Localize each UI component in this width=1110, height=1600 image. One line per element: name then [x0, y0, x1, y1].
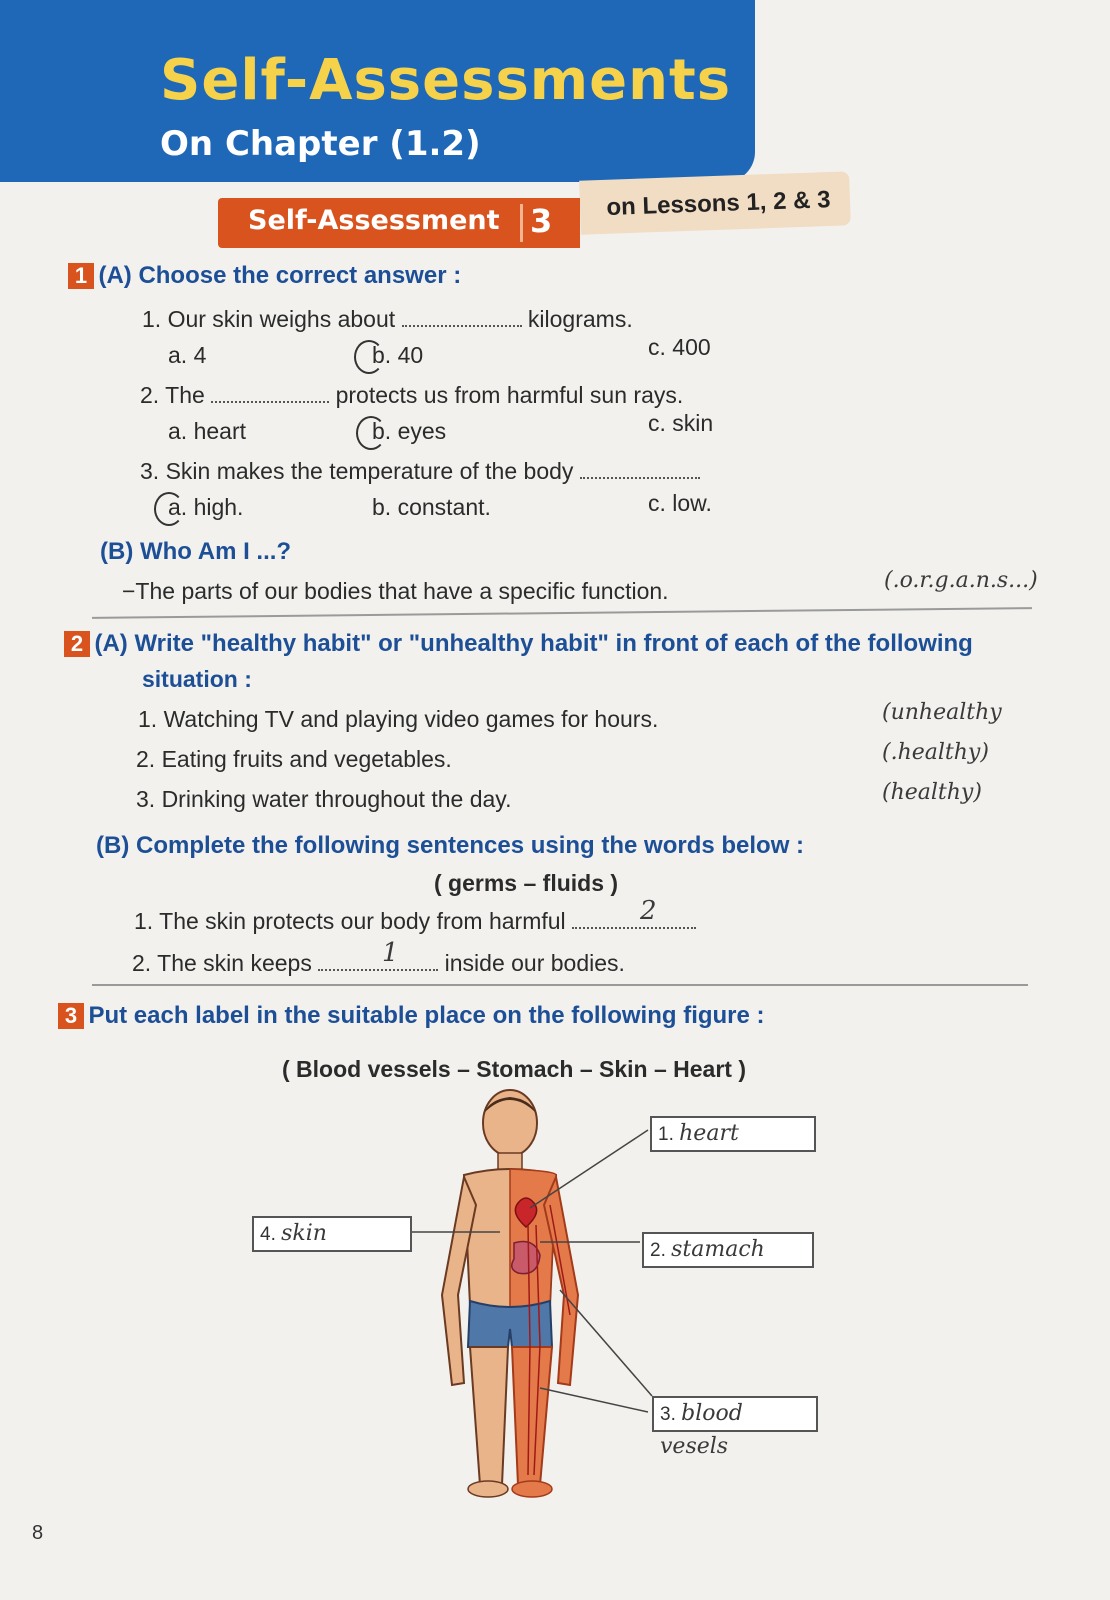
q2-partB-title: (B) Complete the following sentences using the words below : [96, 832, 805, 859]
label-leader-lines [0, 1100, 1110, 1500]
answer-circle-mark [154, 492, 184, 526]
section-divider [92, 984, 1028, 986]
q1-number: 1 [68, 263, 94, 289]
option[interactable]: b. 40 [372, 342, 424, 368]
q3-heading [58, 1002, 765, 1030]
q2-heading [64, 630, 1044, 658]
assessment-divider [520, 204, 523, 242]
q1-partB-text: −The parts of our bodies that have a specific function. [122, 578, 669, 604]
option[interactable]: b. eyes [372, 418, 447, 444]
q1-partB-title: (B) Who Am I ...? [100, 538, 292, 565]
answer-circle-mark [354, 340, 384, 374]
answer-circle-mark [356, 416, 386, 450]
q2-answer-1[interactable]: (unhealthy [882, 700, 1002, 725]
q2-sentence-1: 1. The skin protects our body from harmful [134, 908, 696, 935]
q1-item-1: 1. Our skin weighs about kilograms. [142, 306, 633, 332]
option[interactable]: c. skin [648, 410, 714, 436]
option[interactable]: c. 400 [648, 334, 711, 360]
q1-partA-title: (A) Choose the correct answer : [98, 262, 462, 289]
answer-blank[interactable] [211, 401, 329, 403]
q1-partB-answer[interactable]: (.o.r.g.a.n.s...) [884, 568, 1038, 593]
answer-blank[interactable] [318, 969, 438, 971]
page-number: 8 [32, 1522, 44, 1544]
figure-label-4[interactable]: 4. skin [252, 1216, 412, 1252]
option[interactable]: a. high. [168, 494, 244, 520]
page-subtitle: On Chapter (1.2) [160, 124, 481, 164]
lessons-text: on Lessons 1, 2 & 3 [606, 186, 831, 221]
page-title: Self-Assessments [160, 48, 732, 113]
q2-sentence-1-answer[interactable]: 2 [640, 896, 657, 926]
q2-item-1: 1. Watching TV and playing video games for hours. [138, 706, 659, 732]
assessment-number: 3 [530, 202, 553, 240]
q2-partA-title-cont: situation : [142, 666, 252, 692]
q3-number: 3 [58, 1003, 84, 1029]
option[interactable]: b. constant. [372, 494, 491, 520]
option[interactable]: a. 4 [168, 342, 207, 368]
q3-word-bank: ( Blood vessels – Stomach – Skin – Heart ) [282, 1056, 746, 1082]
option[interactable]: c. low. [648, 490, 712, 516]
answer-blank[interactable] [580, 477, 700, 479]
q2-partA-title: (A) Write "healthy habit" or "unhealthy habit" in front of each of the following [94, 630, 973, 657]
answer-blank[interactable] [402, 325, 522, 327]
figure-label-1[interactable]: 1. heart [650, 1116, 816, 1152]
answer-blank[interactable] [572, 927, 696, 929]
q2-item-2: 2. Eating fruits and vegetables. [136, 746, 452, 772]
q1-item-3: 3. Skin makes the temperature of the body [140, 458, 700, 485]
q2-answer-3[interactable]: (healthy) [882, 780, 982, 805]
q2-word-bank: ( germs – fluids ) [434, 870, 619, 896]
q2-number: 2 [64, 631, 90, 657]
figure-label-2[interactable]: 2. stamach [642, 1232, 814, 1268]
section-divider [92, 607, 1032, 619]
q2-sentence-2: 2. The skin keeps inside our bodies. [132, 950, 625, 976]
option[interactable]: a. heart [168, 418, 246, 444]
q1-heading [68, 262, 461, 290]
q3-title: Put each label in the suitable place on the following figure : [88, 1002, 765, 1029]
figure-label-3[interactable]: 3. blood vesels [652, 1396, 818, 1432]
q2-sentence-2-answer[interactable]: 1 [382, 938, 399, 968]
q2-item-3: 3. Drinking water throughout the day. [136, 786, 512, 812]
q1-item-2: 2. The protects us from harmful sun rays. [140, 382, 684, 408]
assessment-label: Self-Assessment [248, 205, 500, 236]
q2-answer-2[interactable]: (.healthy) [882, 740, 989, 765]
